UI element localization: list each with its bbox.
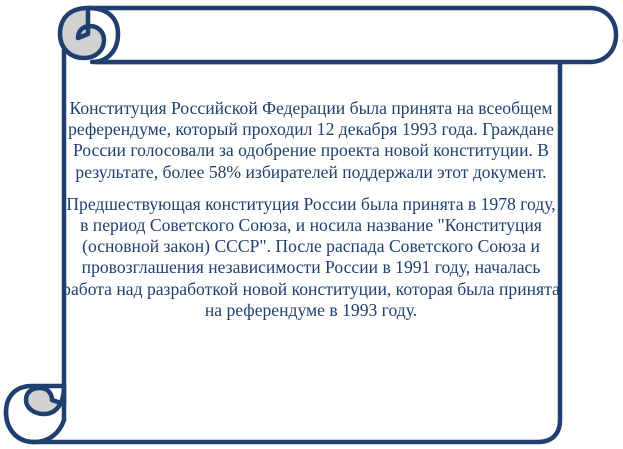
paragraph-2: Предшествующая конституция России была принята в 1978 году, в период Советского Союза, и носила название "Конституция (основной закон) СССР". После распада Советского Союза и провозглашения независимости России в 1991 году, началась работа над разработкой новой конституции, которая была принята на референдуме в 1993 году. bbox=[62, 193, 560, 320]
scroll-top-roll bbox=[88, 8, 616, 62]
scroll-text bbox=[62, 98, 560, 321]
paragraph-1: Конституция Российской Федерации была принята на всеобщем референдуме, который проходил 12 декабря 1993 года. Граждане России голосовали за одобрение проекта новой конституции. В результате, более 58% избирателей поддержали этот документ. bbox=[68, 98, 554, 182]
